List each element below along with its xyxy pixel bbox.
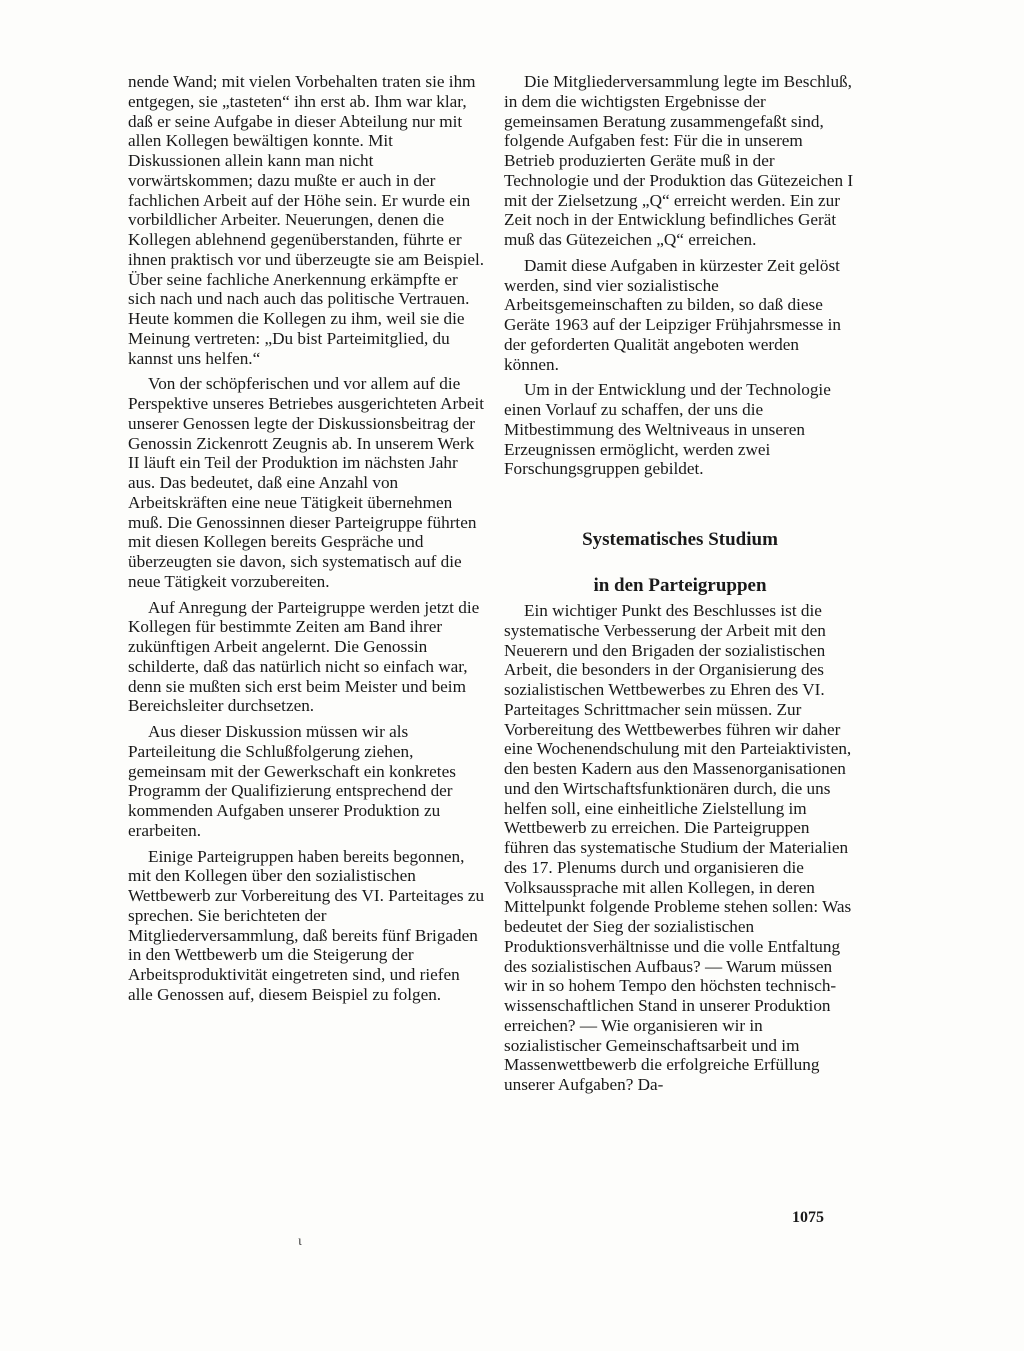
paragraph: Auf Anregung der Parteigruppe werden jetzt die Kollegen für bestimmte Zeiten am Band ihrer zukünftigen Arbeit angelernt. Die Genossin schilderte, daß das natürlich nicht so einfach war, denn sie mußten sich erst beim Meister und beim Bereichsleiter durchsetzen. xyxy=(128,597,480,716)
paragraph: Ein wichtiger Punkt des Beschlusses ist die systematische Verbesserung der Arbeit mit den Neuerern und den Brigaden der sozialistischen Arbeit, die besonders in der Organisierung des sozialistischen Wettbewerbes zu Ehren des VI. Parteitages Schrittmacher sein müssen. Zur Vorbereitung des Wettbewerbes führen wir daher eine Wochenendschulung mit den Parteiaktivisten, den besten Kadern aus den Massenorganisationen und den Wirtschaftsfunktionären durch, die uns helfen soll, eine einheitliche Zielstellung im Wettbewerb zu erreichen. Die Parteigruppen führen das systematische Studium der Materialien des 17. Plenums durch und organisieren die Volksaussprache mit allen Kollegen, in deren Mittelpunkt folgende Probleme stehen sollen: Was bedeutet der Sieg der sozialistischen Produktionsverhältnisse und die volle Entfaltung des sozialistischen Aufbaus? — Warum müssen wir in so hohem Tempo den höchsten technisch-wissenschaftlichen Stand in unserer Produktion erreichen? — Wie organisieren wir in sozialistischer Gemeinschaftsarbeit und im Massenwettbewerb die erfolgreiche Erfüllung unserer Aufgaben? Da- xyxy=(504,601,852,1094)
paragraph: Um in der Entwicklung und der Technologie einen Vorlauf zu schaffen, der uns die Mitbestimmung des Weltniveaus in unseren Erzeugnissen ermöglicht, werden zwei Forschungsgruppen gebildet. xyxy=(504,380,831,479)
section-heading xyxy=(504,505,856,597)
paragraph: Aus dieser Diskussion müssen wir als Parteileitung die Schlußfolgerung ziehen, gemeinsam mit der Gewerkschaft ein konkretes Programm der Qualifizierung entsprechend der kommenden Aufgaben unserer Produktion zu erarbeiten. xyxy=(128,722,456,840)
left-column xyxy=(128,72,486,1005)
section-heading-line-2: in den Parteigruppen xyxy=(593,575,767,596)
paragraph: Damit diese Aufgaben in kürzester Zeit gelöst werden, sind vier sozialistische Arbeitsgemeinschaften zu bilden, so daß diese Geräte 1963 auf der Leipziger Frühjahrsmesse in der geforderten Qualität angeboten werden können. xyxy=(504,255,841,374)
paragraph: Die Mitgliederversammlung legte im Beschluß, in dem die wichtigsten Ergebnisse der gemeinsamen Beratung zusammengefaßt sind, folgende Aufgaben fest: Für die in unserem Betrieb produzierten Geräte muß in der Technologie und der Produktion das Gütezeichen I mit der Zielsetzung „Q“ erreicht werden. Ein zur Zeit noch in der Entwicklung befindliches Gerät muß das Gütezeichen „Q“ erreichen. xyxy=(504,72,854,249)
right-column xyxy=(504,72,856,1095)
section-heading-line-1: Systematisches Studium xyxy=(582,529,778,550)
paragraph: Einige Parteigruppen haben bereits begonnen, mit den Kollegen über den sozialistischen Wettbewerb zur Vorbereitung des VI. Parteitages zu sprechen. Sie berichteten der Mitgliederversammlung, daß bereits fünf Brigaden in den Wettbewerb um die Steigerung der Arbeitsproduktivität eingetreten sind, und riefen alle Genossen auf, diesem Beispiel zu folgen. xyxy=(128,846,485,1004)
page-number: 1075 xyxy=(792,1209,824,1226)
paragraph: Von der schöpferischen und vor allem auf die Perspektive unseres Betriebes ausgerichteten Arbeit unserer Genossen legte der Diskussionsbeitrag der Genossin Zickenrott Zeugnis ab. In unserem Werk II läuft ein Teil der Produktion im nächsten Jahr aus. Das bedeutet, daß eine Anzahl von Arbeitskräften eine neue Tätigkeit übernehmen muß. Die Genossinnen dieser Parteigruppe führten mit diesen Kollegen bereits Gespräche und überzeugten sie davon, sich systematisch auf die neue Tätigkeit vorzubereiten. xyxy=(128,374,485,591)
print-speck: ɩ xyxy=(298,1234,302,1249)
paragraph: nende Wand; mit vielen Vorbehalten traten sie ihm entgegen, sie „tasteten“ ihn erst ab. Ihm war klar, daß er seine Aufgabe in dieser Abteilung nur mit allen Kollegen bewältigen konnte. Mit Diskussionen allein kann man nicht vorwärtskommen; dazu mußte er auch in der fachlichen Arbeit auf der Höhe sein. Er wurde ein vorbildlicher Arbeiter. Neuerungen, denen die Kollegen ablehnend gegenüberstanden, führte er ihnen praktisch vor und überzeugte sie am Beispiel. Über seine fachliche Anerkennung erkämpfte er sich nach und nach auch das politische Vertrauen. Heute kommen die Kollegen zu ihm, weil sie die Meinung vertreten: „Du bist Parteimitglied, du kannst uns helfen.“ xyxy=(128,72,485,368)
